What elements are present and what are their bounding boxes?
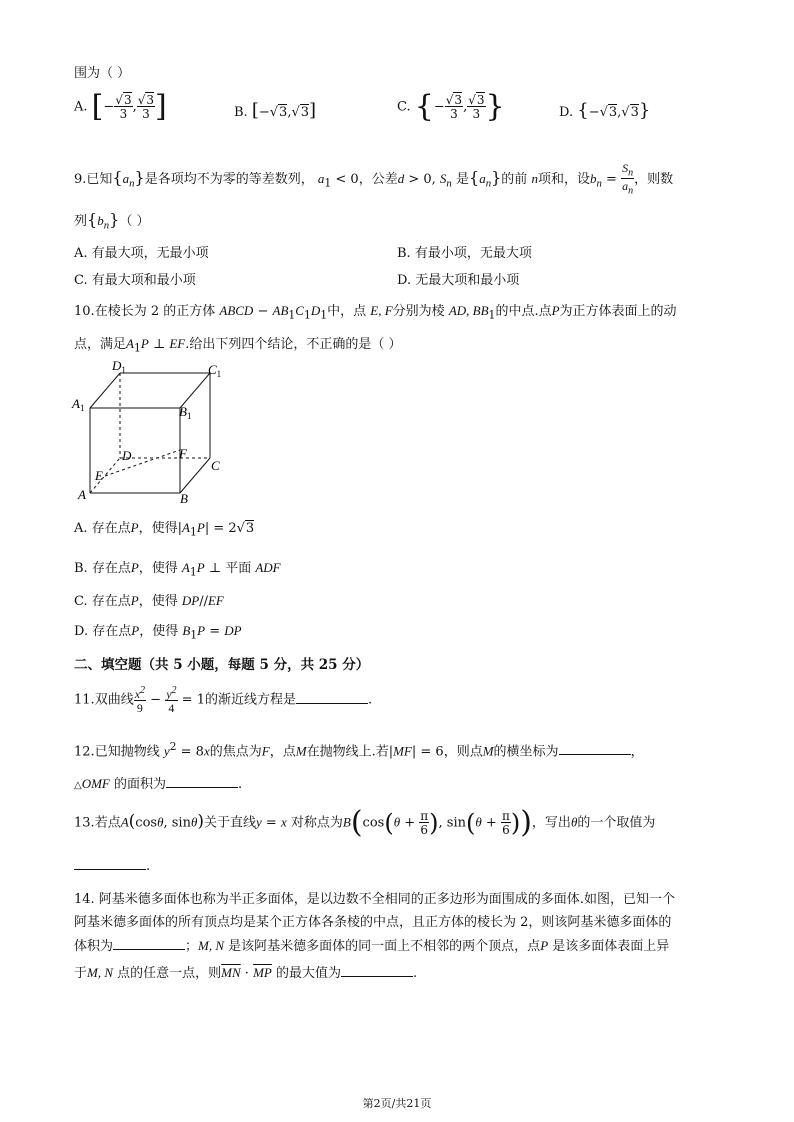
label-c: C <box>211 458 220 473</box>
q14-blank-2[interactable] <box>341 964 413 977</box>
label-b1: $B_1$ <box>179 404 192 421</box>
label-d: D <box>122 448 132 463</box>
q12-line2: △OMF 的面积为 . <box>74 776 243 792</box>
q9-line2: 列$\{b_n\}$（ ） <box>74 210 150 232</box>
q10-option-c: C. 存在点P，使得 DP//EF <box>74 593 224 609</box>
label-a1: $A_1$ <box>72 396 85 413</box>
q10-line1: 10.在棱长为 2 的正方体 ABCD − $AB_1C_1D_1$中，点 E, F分别为棱 AD, $BB_1$的中点.点P为正方体表面上的动 <box>74 303 677 322</box>
label-d1: $D_1$ <box>112 358 126 375</box>
q8-option-b: B. [−√3,√3] <box>234 100 317 121</box>
q8-option-d: D. {−√3,√3} <box>559 100 651 121</box>
q9-option-a: A. 有最大项，无最小项 <box>74 246 209 261</box>
q8-tail: 围为（ ） <box>74 66 131 81</box>
q9-line1: 9.已知$\{a_n\}$是各项均不为零的等差数列， $a_1 < 0$，公差d > 0, $S_n$ 是$\{a_n\}$的前 n项和，设$b_n$ = $\frac{S_n}{a_n}$ ，则数 <box>74 161 674 197</box>
q11: 11.双曲线 $\frac{x^2}{9}$ − $\frac{y^2}{4}$ = 1的渐近线方程是 . <box>74 685 373 715</box>
q14-blank-1[interactable] <box>113 937 185 950</box>
option-letter: A. <box>74 99 88 115</box>
cube-figure <box>70 358 240 508</box>
q10-option-b: B. 存在点P，使得 $A_1P$ ⊥ 平面 ADF <box>74 560 281 579</box>
page-footer: 第2页/共21页 <box>362 1097 432 1110</box>
q8-option-a: A. [− $\frac{√3}{3}$ , $\frac{√3}{3}$ ] <box>74 89 167 124</box>
q9-option-b: B. 有最小项，无最大项 <box>397 246 532 261</box>
q12-blank-1[interactable] <box>559 742 631 755</box>
option-letter: C. <box>397 99 411 115</box>
option-letter: D. <box>559 105 574 120</box>
q12-blank-2[interactable] <box>166 775 238 788</box>
q14-line1: 14. 阿基米德多面体也称为半正多面体，是以边数不全相同的正多边形为面围成的多面体.如图，已知一个 <box>74 892 675 907</box>
label-c1: $C_1$ <box>208 362 222 379</box>
label-b: B <box>180 491 188 506</box>
q10-option-d: D. 存在点P，使得 $B_1P$ = DP <box>74 623 242 642</box>
q9-option-d: D. 无最大项和最小项 <box>397 273 520 288</box>
q13-line2: . <box>74 857 150 874</box>
label-a: A <box>78 487 86 502</box>
option-letter: B. <box>234 105 248 120</box>
q14-line2: 阿基米德多面体的所有顶点均是某个正方体各条棱的中点，且正方体的棱长为 2，则该阿基米德多面体的 <box>74 915 672 930</box>
q9-option-c: C. 有最大项和最小项 <box>74 273 196 288</box>
q8-option-c: C. {− $\frac{√3}{3}$ , $\frac{√3}{3}$ } <box>397 89 505 124</box>
q14-line4: 于M, N 点的任意一点，则$\overline{MN} \cdot \overline{MP}$ 的最大值为 . <box>74 965 418 981</box>
q13-blank[interactable] <box>74 857 146 870</box>
q10-option-a: A. 存在点P，使得$|A_1P| = 2√3$ <box>74 520 255 539</box>
section-title: 二、填空题（共 5 小题，每题 5 分，共 25 分） <box>74 657 370 673</box>
q13-line1: 13.若点A(cosθ, sinθ)关于直线y = x 对称点为B(cos(θ + $\frac{\pi}{6}$ ), sin(θ + $\frac{\pi}{6}$ ))，写出θ的一个取值为 <box>74 805 656 840</box>
label-e: E <box>95 468 103 483</box>
q10-line2: 点，满足$A_1P$ ⊥ EF.给出下列四个结论，不正确的是（ ） <box>74 336 402 355</box>
q12-line1: 12.已知抛物线 $y^2 = 8x$的焦点为F，点M在抛物线上.若|MF| = 6，则点M的横坐标为 ， <box>74 740 644 760</box>
q14-line3: 体积为 ；M, N 是该阿基米德多面体的同一面上不相邻的两个顶点，点P 是该多面体表面上异 <box>74 938 670 954</box>
label-f: F <box>179 446 187 461</box>
q11-blank[interactable] <box>296 691 368 704</box>
